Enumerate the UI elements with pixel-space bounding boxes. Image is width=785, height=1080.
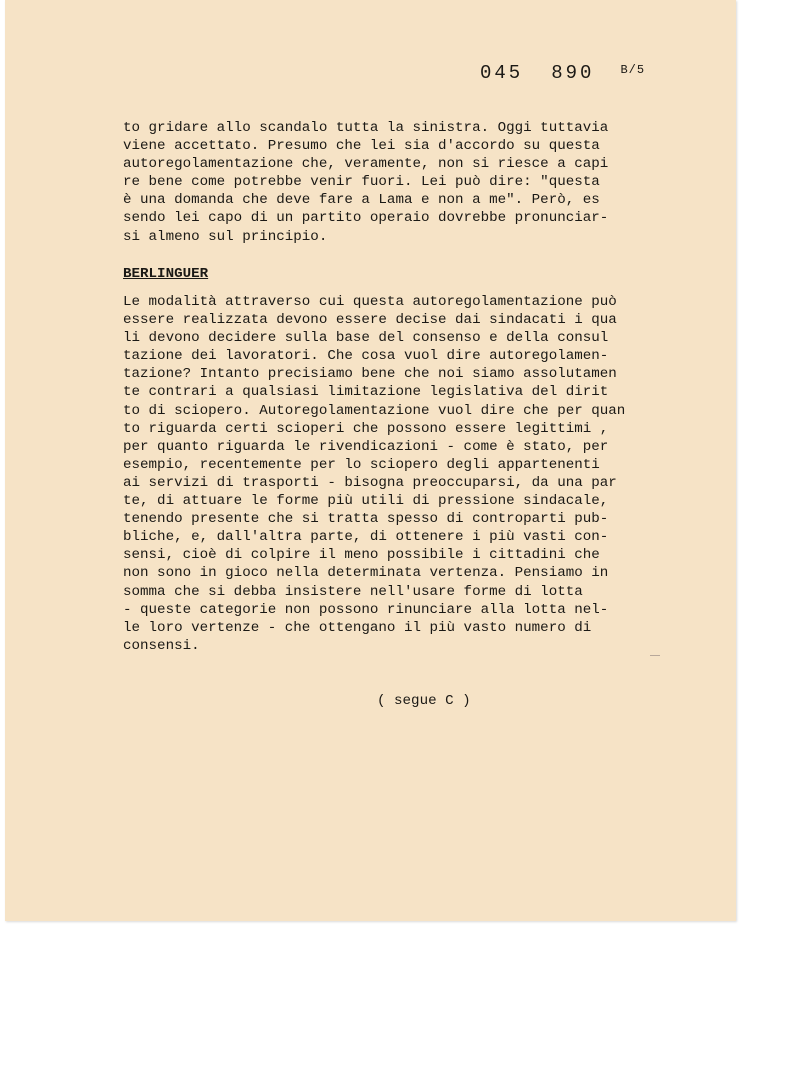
page-code-part-c: B/5 [620, 63, 646, 77]
text-line: non sono in gioco nella determinata vertenza. Pensiamo in [123, 565, 609, 582]
text-line: ai servizi di trasporti - bisogna preoccuparsi, da una par [123, 474, 617, 491]
text-line: to di sciopero. Autoregolamentazione vuol dire che per quan [123, 402, 626, 419]
text-line: tazione dei lavoratori. Che cosa vuol dire autoregolamen- [123, 348, 609, 365]
text-line: te, di attuare le forme più utili di pressione sindacale, [123, 493, 609, 510]
text-line: si almeno sul principio. [123, 228, 328, 245]
text-line: per quanto riguarda le rivendicazioni - come è stato, per [123, 438, 609, 455]
text-line: Le modalità attraverso cui questa autoregolamentazione può [123, 294, 617, 310]
text-line: autoregolamentazione che, veramente, non si riesce a capi [123, 156, 609, 173]
page-code-part-a: 045 [480, 62, 524, 84]
speaker-heading: BERLINGUER [123, 266, 209, 282]
text-line: to gridare allo scandalo tutta la sinistra. Oggi tuttavia [123, 120, 609, 136]
text-line: tazione? Intanto precisiamo bene che noi siamo assolutamen [123, 366, 617, 383]
document-page [5, 0, 736, 921]
answer-paragraph [123, 293, 683, 655]
text-line: le loro vertenze - che ottengano il più vasto numero di [123, 619, 592, 636]
text-line: - queste categorie non possono rinunciare alla lotta nel- [123, 601, 609, 618]
text-line: bliche, e, dall'altra parte, di ottenere i più vasti con- [123, 529, 609, 546]
text-line: sensi, cioè di colpire il meno possibile i cittadini che [123, 547, 600, 564]
text-line: to riguarda certi scioperi che possono essere legittimi , [123, 420, 609, 437]
text-line: re bene come potrebbe venir fuori. Lei può dire: "questa [123, 174, 600, 191]
text-line: viene accettato. Presumo che lei sia d'accordo su questa [123, 138, 600, 155]
text-line: essere realizzata devono essere decise dai sindacati i qua [123, 312, 617, 329]
text-line: esempio, recentemente per lo sciopero degli appartenenti [123, 456, 600, 473]
text-line: somma che si debba insistere nell'usare forme di lotta [123, 583, 583, 600]
continues-note: ( segue C ) [377, 693, 471, 709]
pen-mark [650, 655, 660, 656]
text-line: li devono decidere sulla base del consenso e della consul [123, 330, 609, 347]
text-line: consensi. [123, 637, 200, 654]
text-line: te contrari a qualsiasi limitazione legislativa del dirit [123, 384, 609, 401]
text-line: è una domanda che deve fare a Lama e non a me". Però, es [123, 192, 600, 209]
text-line: tenendo presente che si tratta spesso di controparti pub- [123, 511, 609, 528]
page-code-part-b: 890 [551, 62, 595, 84]
text-line: sendo lei capo di un partito operaio dovrebbe pronunciar- [123, 210, 609, 227]
page-code [480, 62, 645, 84]
intro-paragraph [123, 119, 683, 246]
